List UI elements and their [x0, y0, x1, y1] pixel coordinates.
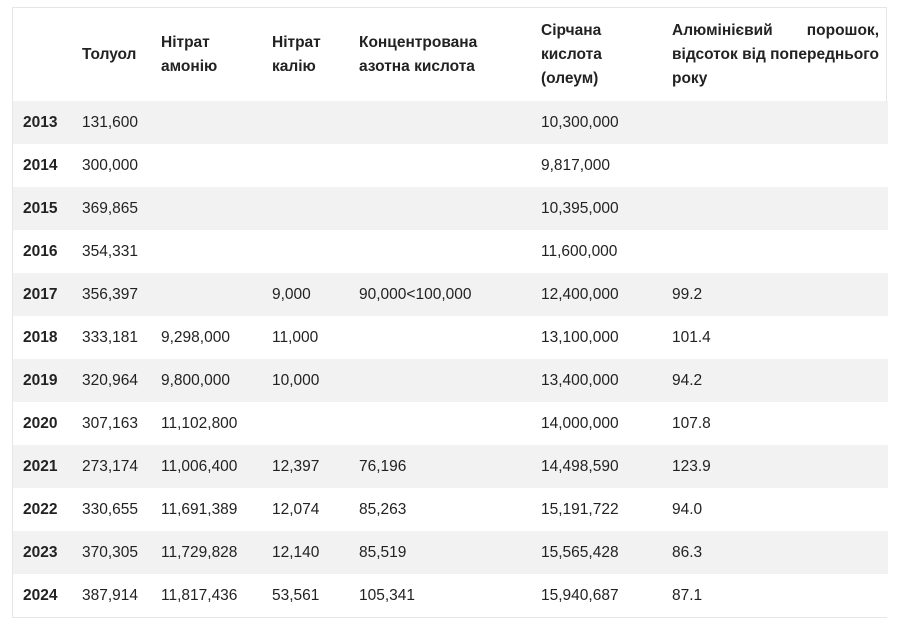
year-cell: 2016 — [13, 230, 82, 273]
toluene-cell: 330,655 — [82, 488, 161, 531]
toluene-cell: 387,914 — [82, 574, 161, 617]
aluminum-powder-cell: 94.2 — [672, 359, 888, 402]
table-row — [13, 187, 888, 230]
table-row — [13, 144, 888, 187]
potassium-nitrate-cell: 11,000 — [272, 316, 359, 359]
ammonium-nitrate-cell — [161, 273, 272, 316]
aluminum-powder-cell — [672, 230, 888, 273]
ammonium-nitrate-cell: 9,298,000 — [161, 316, 272, 359]
aluminum-powder-cell — [672, 101, 888, 144]
year-cell: 2020 — [13, 402, 82, 445]
aluminum-powder-cell: 87.1 — [672, 574, 888, 617]
ammonium-nitrate-cell: 11,729,828 — [161, 531, 272, 574]
potassium-nitrate-cell — [272, 144, 359, 187]
ammonium-nitrate-cell: 9,800,000 — [161, 359, 272, 402]
sulfuric-acid-cell: 11,600,000 — [541, 230, 672, 273]
nitric-acid-cell — [359, 144, 541, 187]
toluene-cell: 354,331 — [82, 230, 161, 273]
potassium-nitrate-cell: 10,000 — [272, 359, 359, 402]
nitric-acid-cell: 85,263 — [359, 488, 541, 531]
chemical-production-table — [13, 8, 888, 617]
potassium-nitrate-cell: 12,140 — [272, 531, 359, 574]
potassium-nitrate-cell: 12,074 — [272, 488, 359, 531]
table-row — [13, 488, 888, 531]
toluene-cell: 300,000 — [82, 144, 161, 187]
sulfuric-acid-cell: 15,191,722 — [541, 488, 672, 531]
data-table-container — [12, 7, 887, 618]
toluene-cell: 370,305 — [82, 531, 161, 574]
nitric-acid-cell — [359, 101, 541, 144]
table-row — [13, 316, 888, 359]
toluene-cell: 333,181 — [82, 316, 161, 359]
ammonium-nitrate-cell: 11,817,436 — [161, 574, 272, 617]
header-ammonium-nitrate: Нітрат амонію — [161, 33, 218, 75]
ammonium-nitrate-cell — [161, 101, 272, 144]
year-cell: 2013 — [13, 101, 82, 144]
ammonium-nitrate-cell — [161, 187, 272, 230]
table-row — [13, 230, 888, 273]
nitric-acid-cell: 76,196 — [359, 445, 541, 488]
sulfuric-acid-cell: 13,400,000 — [541, 359, 672, 402]
potassium-nitrate-cell: 12,397 — [272, 445, 359, 488]
toluene-cell: 273,174 — [82, 445, 161, 488]
potassium-nitrate-cell — [272, 402, 359, 445]
toluene-cell: 131,600 — [82, 101, 161, 144]
year-cell: 2014 — [13, 144, 82, 187]
toluene-cell: 307,163 — [82, 402, 161, 445]
header-sulfuric-acid: Сірчана кислота (олеум) — [541, 21, 602, 87]
table-row — [13, 273, 888, 316]
nitric-acid-cell: 85,519 — [359, 531, 541, 574]
year-cell: 2022 — [13, 488, 82, 531]
header-year — [13, 8, 82, 101]
year-cell: 2021 — [13, 445, 82, 488]
ammonium-nitrate-cell — [161, 230, 272, 273]
year-cell: 2024 — [13, 574, 82, 617]
nitric-acid-cell — [359, 359, 541, 402]
table-row — [13, 531, 888, 574]
table-row — [13, 402, 888, 445]
year-cell: 2018 — [13, 316, 82, 359]
header-nitric-acid: Концентрована азотна кислота — [359, 33, 478, 75]
ammonium-nitrate-cell: 11,006,400 — [161, 445, 272, 488]
aluminum-powder-cell: 107.8 — [672, 402, 888, 445]
aluminum-powder-cell: 101.4 — [672, 316, 888, 359]
aluminum-powder-cell — [672, 144, 888, 187]
year-cell: 2023 — [13, 531, 82, 574]
header-aluminum-powder: Алюмінієвий порошок, відсоток від попереднього року — [672, 21, 879, 87]
nitric-acid-cell — [359, 230, 541, 273]
table-row — [13, 445, 888, 488]
nitric-acid-cell — [359, 316, 541, 359]
table-body — [13, 101, 888, 617]
aluminum-powder-cell: 123.9 — [672, 445, 888, 488]
sulfuric-acid-cell: 14,000,000 — [541, 402, 672, 445]
potassium-nitrate-cell — [272, 187, 359, 230]
sulfuric-acid-cell: 15,565,428 — [541, 531, 672, 574]
year-cell: 2015 — [13, 187, 82, 230]
ammonium-nitrate-cell — [161, 144, 272, 187]
table-header — [13, 8, 888, 101]
ammonium-nitrate-cell: 11,691,389 — [161, 488, 272, 531]
sulfuric-acid-cell: 14,498,590 — [541, 445, 672, 488]
sulfuric-acid-cell: 12,400,000 — [541, 273, 672, 316]
toluene-cell: 356,397 — [82, 273, 161, 316]
potassium-nitrate-cell — [272, 101, 359, 144]
sulfuric-acid-cell: 10,395,000 — [541, 187, 672, 230]
toluene-cell: 320,964 — [82, 359, 161, 402]
ammonium-nitrate-cell: 11,102,800 — [161, 402, 272, 445]
year-cell: 2019 — [13, 359, 82, 402]
table-row — [13, 359, 888, 402]
nitric-acid-cell — [359, 402, 541, 445]
aluminum-powder-cell: 94.0 — [672, 488, 888, 531]
header-potassium-nitrate: Нітрат калію — [272, 33, 321, 75]
potassium-nitrate-cell: 9,000 — [272, 273, 359, 316]
table-row — [13, 101, 888, 144]
toluene-cell: 369,865 — [82, 187, 161, 230]
header-toluene: Толуол — [82, 45, 137, 63]
nitric-acid-cell: 105,341 — [359, 574, 541, 617]
nitric-acid-cell: 90,000<100,000 — [359, 273, 541, 316]
nitric-acid-cell — [359, 187, 541, 230]
sulfuric-acid-cell: 13,100,000 — [541, 316, 672, 359]
aluminum-powder-cell — [672, 187, 888, 230]
sulfuric-acid-cell: 9,817,000 — [541, 144, 672, 187]
year-cell: 2017 — [13, 273, 82, 316]
header-row — [13, 8, 888, 101]
table-row — [13, 574, 888, 617]
potassium-nitrate-cell: 53,561 — [272, 574, 359, 617]
sulfuric-acid-cell: 15,940,687 — [541, 574, 672, 617]
potassium-nitrate-cell — [272, 230, 359, 273]
sulfuric-acid-cell: 10,300,000 — [541, 101, 672, 144]
aluminum-powder-cell: 86.3 — [672, 531, 888, 574]
aluminum-powder-cell: 99.2 — [672, 273, 888, 316]
